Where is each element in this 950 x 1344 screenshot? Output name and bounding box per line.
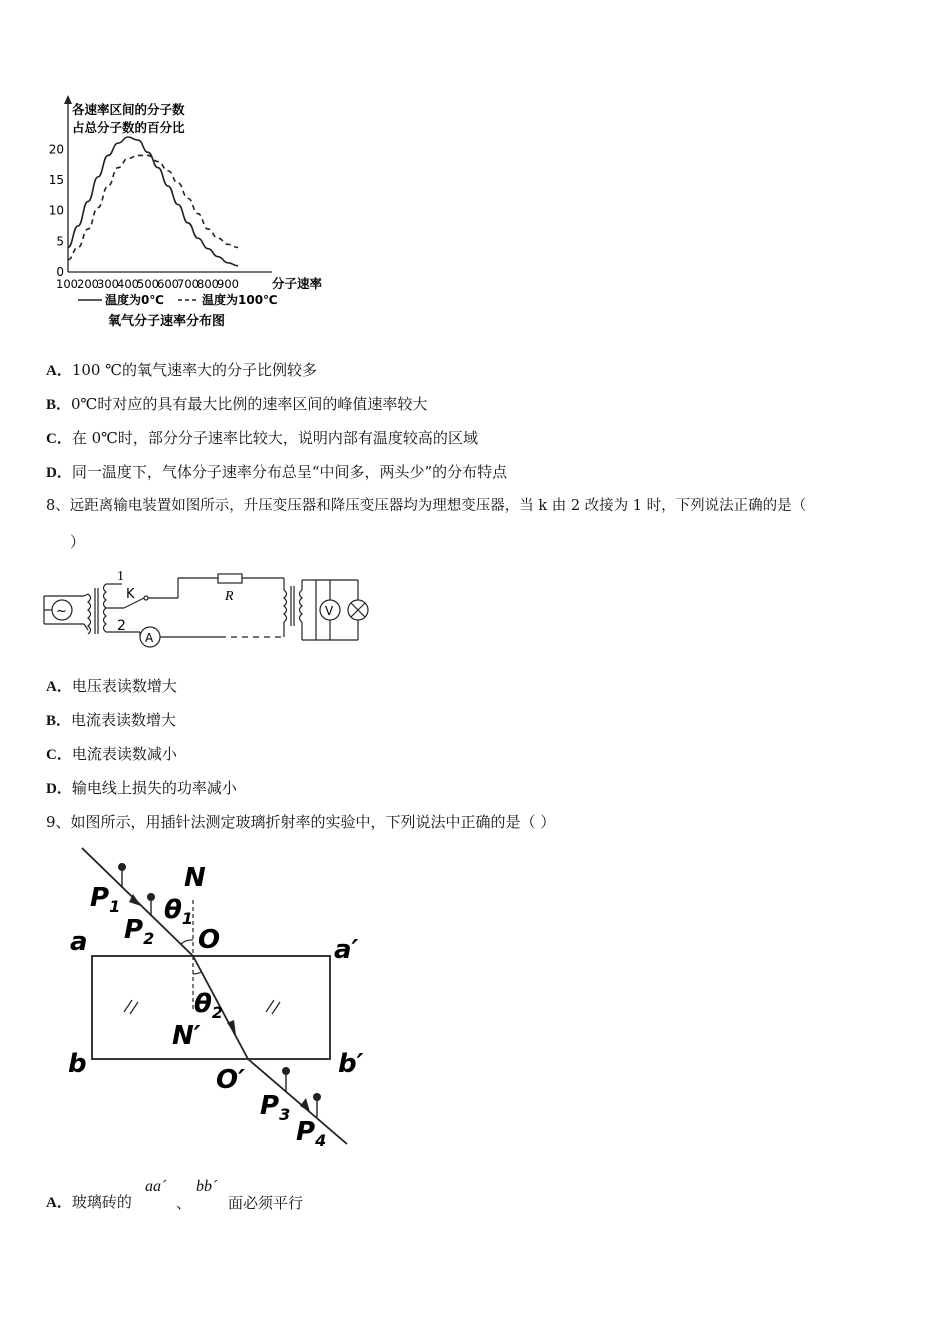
- stepdown-primary-coil: [284, 590, 287, 622]
- q8-stem-line2: ）: [70, 533, 86, 551]
- label-p4: $P_4$: [296, 1117, 327, 1150]
- label-o-prime: O′: [216, 1065, 245, 1095]
- theta1-arc: [181, 940, 193, 944]
- q8-option-a: [46, 676, 177, 697]
- chart-y-arrow: [64, 95, 72, 104]
- q7-option-d: [46, 462, 507, 483]
- legend-dashed-label: 温度为100℃: [202, 293, 278, 307]
- source-symbol: ~: [56, 604, 67, 619]
- option-letter: D．: [46, 781, 72, 797]
- q8-option-c: [46, 744, 177, 765]
- q8-option-d: [46, 778, 237, 799]
- resistor-r: [218, 574, 242, 583]
- label-v: V: [325, 604, 334, 618]
- chart-ylabel-line1: 各速率区间的分子数: [72, 102, 185, 117]
- q9-option-a: [46, 1192, 132, 1213]
- separator: 、: [176, 1194, 192, 1212]
- y-tick-label: 0: [56, 265, 64, 279]
- label-p3: $P_3$: [260, 1091, 291, 1124]
- label-k: K: [126, 587, 135, 602]
- option-text: 0℃时对应的具有最大比例的速率区间的峰值速率较大: [71, 395, 428, 413]
- q8-option-b: [46, 710, 176, 731]
- x-tick-label: 900: [217, 277, 239, 291]
- label-n: N: [184, 863, 206, 893]
- bb-prime-symbol: bb´: [196, 1178, 218, 1195]
- label-2: 2: [117, 618, 126, 634]
- option-letter: C．: [46, 747, 72, 763]
- theta2-arc: [193, 972, 201, 974]
- option-letter: B．: [46, 397, 72, 413]
- speed-distribution-chart: [40, 92, 340, 337]
- option-text: 输电线上损失的功率减小: [71, 779, 237, 797]
- label-o: O: [198, 925, 221, 955]
- stepup-secondary-coil: [104, 584, 107, 632]
- refraction-experiment-diagram: [60, 840, 380, 1150]
- x-tick-label: 600: [157, 277, 179, 291]
- option-text-1: 玻璃砖的: [71, 1193, 132, 1211]
- chart-series-100c: [68, 155, 238, 259]
- stepup-primary-coil: [88, 594, 91, 634]
- chart-title: 氧气分子速率分布图: [108, 314, 226, 329]
- x-tick-label: 300: [97, 277, 119, 291]
- option-text: 电流表读数增大: [71, 711, 177, 729]
- y-tick-label: 20: [48, 142, 64, 157]
- label-theta2: $\theta_2$: [194, 989, 224, 1022]
- label-a: A: [145, 631, 154, 645]
- label-a: a: [70, 927, 88, 957]
- q7-option-b: [46, 394, 427, 415]
- x-tick-label: 400: [117, 277, 139, 291]
- label-p2: $P_2$: [124, 915, 155, 948]
- aa-prime-symbol: aa´: [145, 1178, 167, 1195]
- q7-option-c: [46, 428, 478, 449]
- q8-stem-line1: 8、远距离输电装置如图所示，升压变压器和降压变压器均为理想变压器，当 k 由 2 改接为 1 时，下列说法正确的是（: [46, 498, 807, 514]
- label-a-prime: a′: [334, 935, 359, 965]
- y-tick-label: 15: [48, 172, 64, 187]
- label-p1: $P_1$: [90, 883, 121, 916]
- option-letter: A．: [46, 679, 72, 695]
- x-tick-label: 700: [177, 277, 199, 291]
- y-tick-label: 5: [56, 234, 64, 249]
- option-text: 同一温度下，气体分子速率分布总呈“中间多，两头少”的分布特点: [71, 463, 508, 481]
- label-b: b: [68, 1049, 87, 1079]
- option-text-2: 面必须平行: [228, 1194, 304, 1212]
- label-n-prime: N′: [172, 1021, 201, 1051]
- option-letter: C．: [46, 431, 72, 447]
- y-tick-label: 10: [48, 203, 64, 218]
- option-letter: A．: [46, 363, 72, 379]
- legend-solid-label: 温度为0℃: [105, 293, 164, 307]
- option-text: 在 0℃时，部分分子速率比较大，说明内部有温度较高的区域: [71, 429, 478, 447]
- label-b-prime: b′: [338, 1049, 364, 1079]
- option-letter: D．: [46, 465, 72, 481]
- stepdown-secondary-coil: [300, 590, 303, 622]
- emergent-arrow: [300, 1098, 310, 1112]
- option-letter: A．: [46, 1195, 72, 1211]
- chart-ylabel-line2: 占总分子数的百分比: [72, 120, 185, 135]
- label-theta1: $\theta_1$: [164, 895, 194, 928]
- q9-stem: 9、如图所示，用插针法测定玻璃折射率的实验中，下列说法中正确的是（ ）: [46, 813, 556, 831]
- x-tick-label: 100: [56, 277, 78, 291]
- chart-series-0c: [68, 137, 238, 266]
- x-tick-label: 800: [197, 277, 219, 291]
- option-text: 100 ℃的氧气速率大的分子比例较多: [71, 361, 318, 379]
- q7-option-a: [46, 360, 317, 381]
- x-tick-label: 500: [137, 277, 159, 291]
- option-letter: B．: [46, 713, 72, 729]
- option-text: 电流表读数减小: [71, 745, 177, 763]
- label-r: R: [225, 589, 234, 604]
- x-tick-label: 200: [77, 277, 99, 291]
- option-text: 电压表读数增大: [71, 677, 177, 695]
- transmission-circuit-diagram: [40, 560, 380, 650]
- chart-xlabel: 分子速率: [272, 276, 323, 291]
- label-1: 1: [117, 569, 124, 584]
